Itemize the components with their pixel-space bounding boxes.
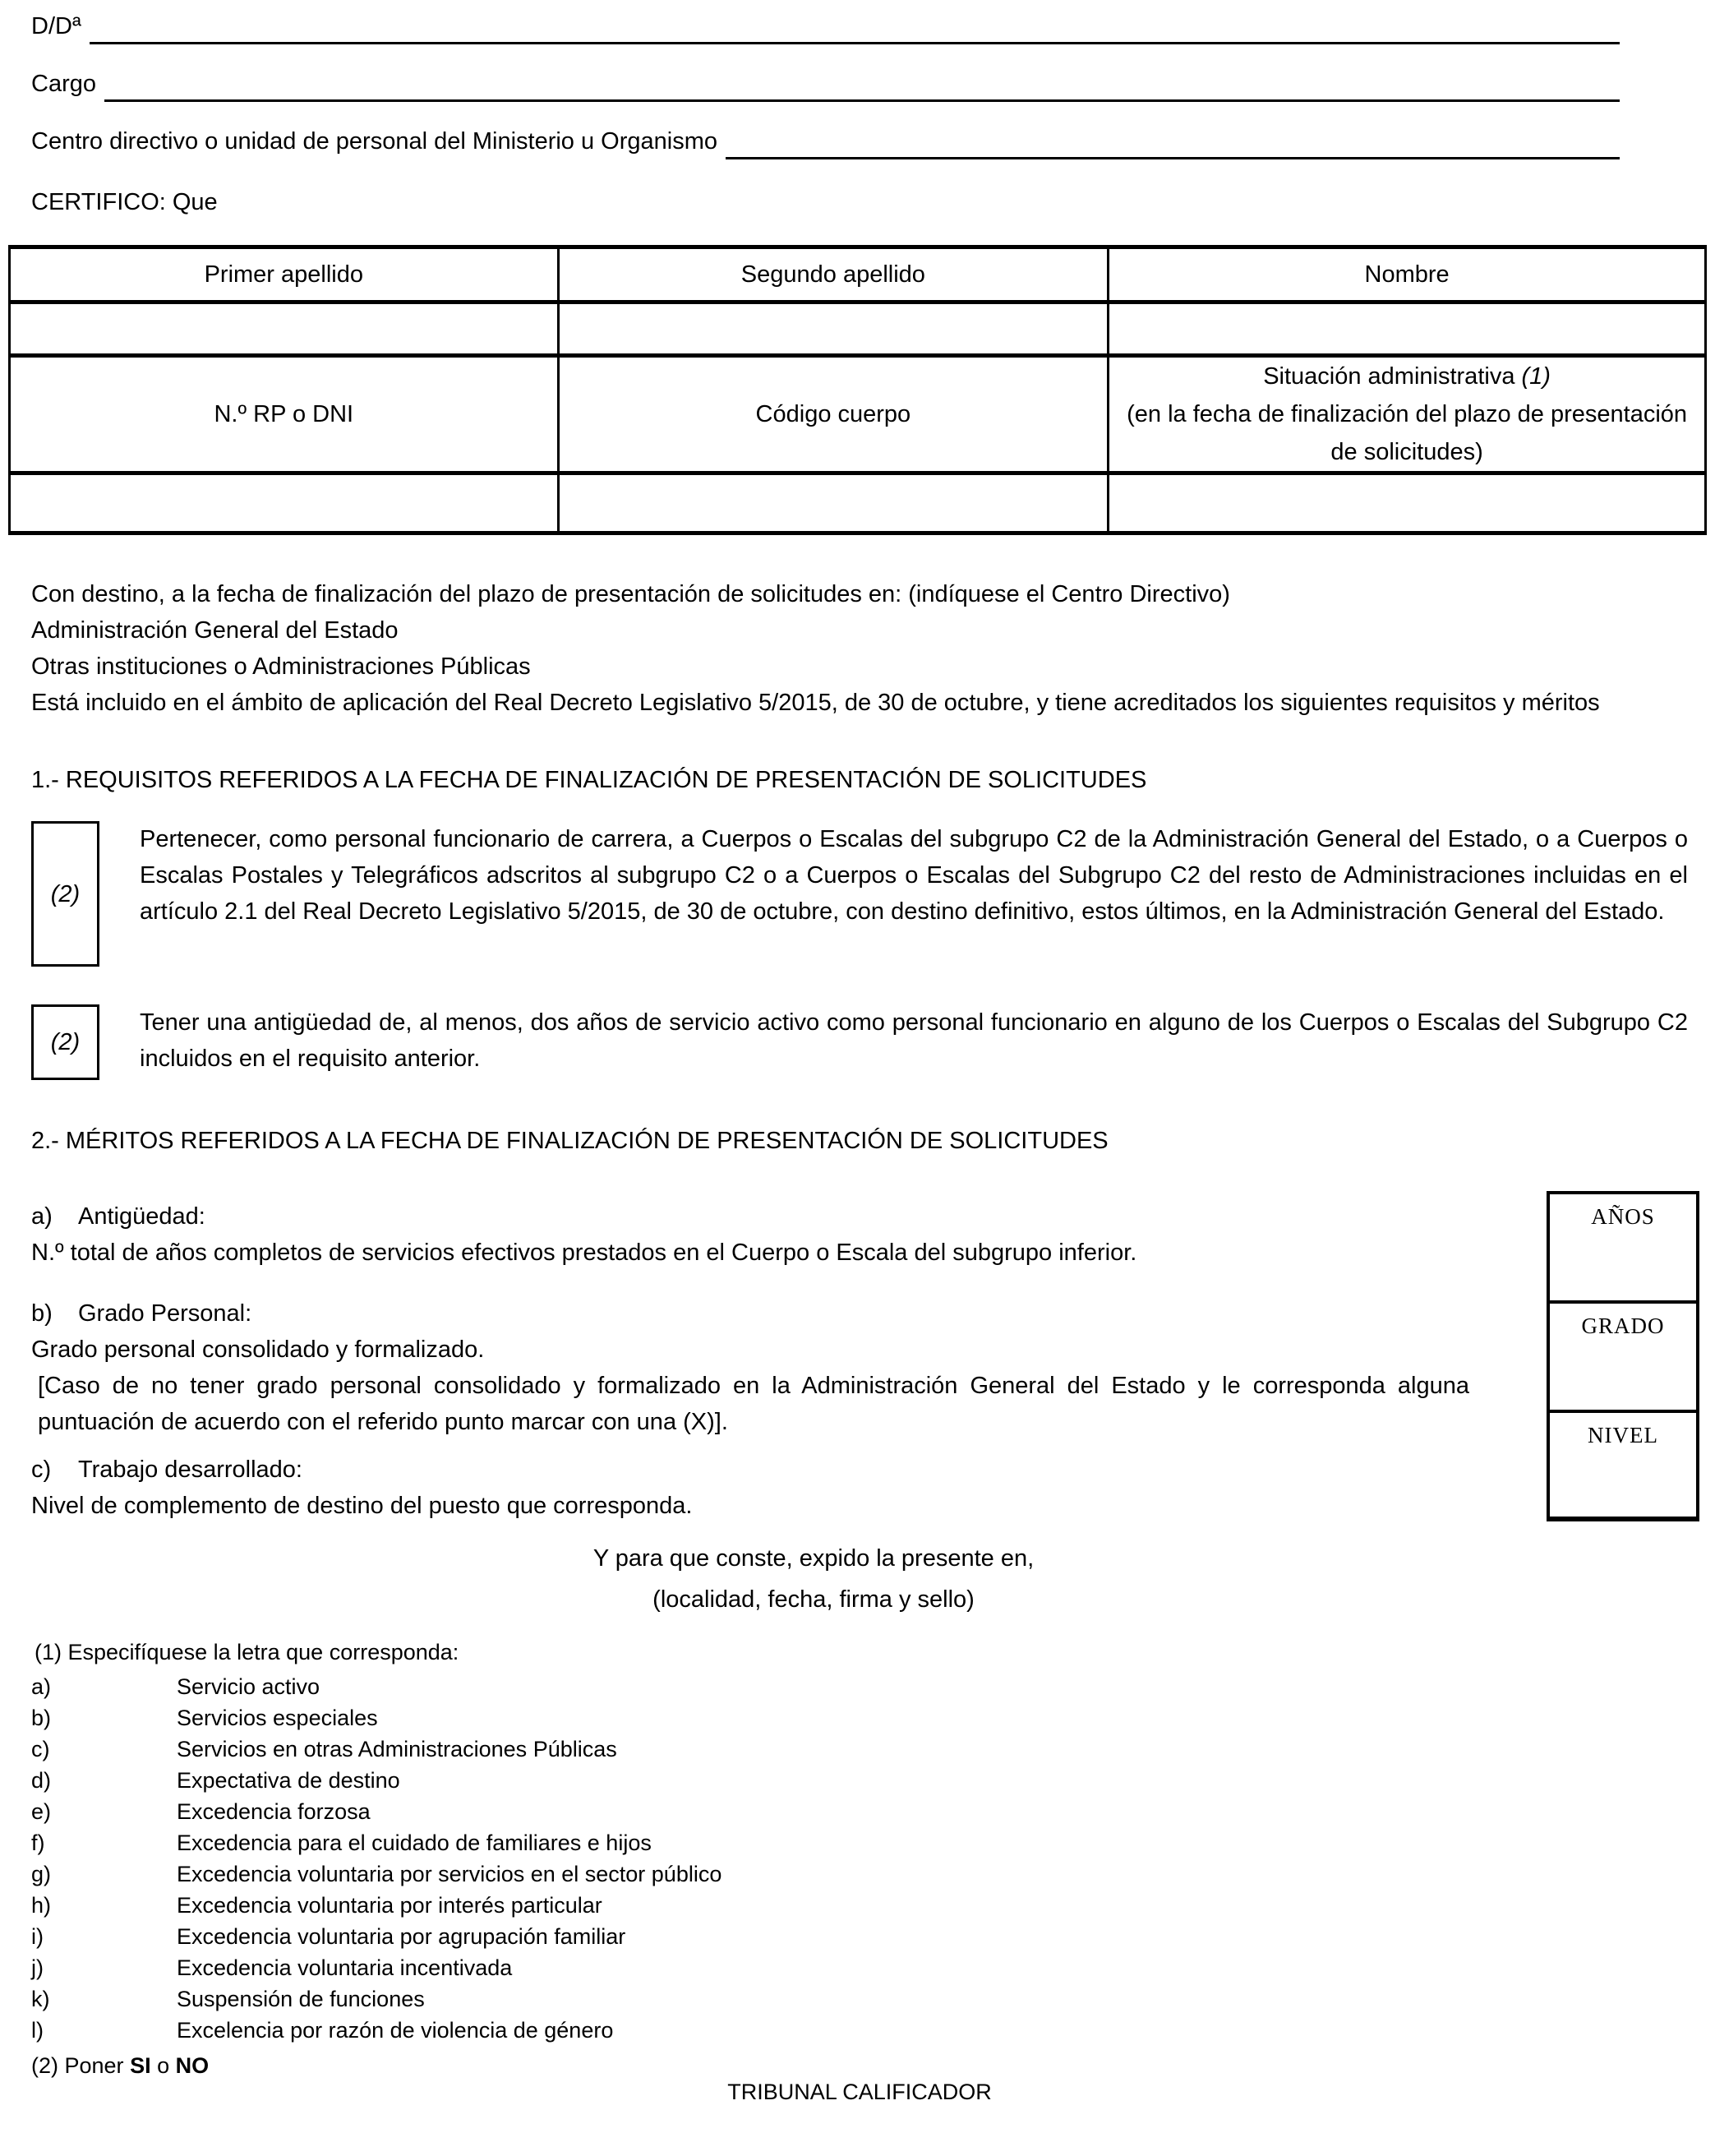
nombre-input-cell[interactable]: [1109, 302, 1706, 356]
footnote-option-i: [31, 1923, 1688, 1951]
merit-a-letter: a): [31, 1203, 53, 1230]
option-d-text: Expectativa de destino: [177, 1768, 400, 1793]
dda-label: D/Dª: [31, 13, 81, 39]
footnote2-prefix: (2) Poner: [31, 2053, 131, 2078]
option-e-text: Excedencia forzosa: [177, 1799, 371, 1824]
situacion-input-cell[interactable]: [1109, 473, 1706, 533]
footnote-option-a: [31, 1674, 1688, 1701]
nombre-header: Nombre: [1109, 247, 1706, 302]
footnote-option-f: [31, 1830, 1688, 1857]
primer-apellido-header: Primer apellido: [10, 247, 559, 302]
situacion-line2: (en la fecha de finalización del plazo de presentación de solicitudes): [1127, 401, 1688, 465]
field-row-cargo: [31, 66, 1688, 102]
requisito1-text: Pertenecer, como personal funcionario de carrera, a Cuerpos o Escalas del subgrupo C2 de la Administración General del Estado, o a Cuerpos o Escalas Postales y Telegráficos adscritos al subgrupo C2 o a Cuerpos o Escalas del Subgrupo C2 del resto de Administraciones incluidas en el artículo 2.1 del Real Decreto Legislativo 5/2015, de 30 de octubre, con destino definitivo, estos últimos, en la Administración General del Estado.: [140, 826, 1688, 925]
tribunal-calificador-footer: TRIBUNAL CALIFICADOR: [727, 2080, 992, 2104]
option-h-text: Excedencia voluntaria por interés particular: [177, 1893, 602, 1918]
option-i-letter: i): [31, 1924, 44, 1949]
nivel-label: NIVEL: [1588, 1423, 1658, 1447]
codigo-cuerpo-input-cell[interactable]: [558, 473, 1109, 533]
requisito1-si-no-box[interactable]: [31, 821, 99, 967]
option-j-letter: j): [31, 1955, 44, 1980]
footnote2-mid: o: [150, 2053, 176, 2078]
applicant-table: [8, 245, 1707, 535]
centro-directivo-input-line[interactable]: [726, 126, 1620, 159]
option-h-letter: h): [31, 1893, 52, 1918]
merit-a-heading: [31, 1198, 1469, 1235]
merit-b-body: Grado personal consolidado y formalizado.: [31, 1337, 485, 1363]
footnote-option-b: [31, 1705, 1688, 1732]
merit-c-body: Nivel de complemento de destino del puesto que corresponda.: [31, 1493, 693, 1519]
closing-line2: (localidad, fecha, firma y sello): [652, 1586, 975, 1613]
anos-cell[interactable]: [1550, 1194, 1696, 1304]
destino-line4: Está incluido en el ámbito de aplicación del Real Decreto Legislativo 5/2015, de 30 de octubre, y tiene acreditados los siguientes requisitos y méritos: [31, 690, 1600, 716]
footnote2: [31, 2051, 1688, 2080]
footnote-option-k: [31, 1986, 1688, 2013]
option-f-letter: f): [31, 1831, 45, 1855]
merit-b-letter: b): [31, 1300, 53, 1327]
merit-b-title: Grado Personal:: [78, 1300, 252, 1327]
destino-line2: Administración General del Estado: [31, 617, 399, 644]
merit-c-letter: c): [31, 1457, 52, 1483]
section2-title: 2.- MÉRITOS REFERIDOS A LA FECHA DE FINALIZACIÓN DE PRESENTACIÓN DE SOLICITUDES: [31, 1128, 1109, 1154]
option-a-letter: a): [31, 1674, 52, 1699]
footnote-option-l: [31, 2017, 1688, 2044]
closing-line1: Y para que conste, expido la presente en,: [592, 1545, 1035, 1572]
option-f-text: Excedencia para el cuidado de familiares e hijos: [177, 1831, 652, 1855]
requisito-row-1: [31, 821, 1688, 967]
option-j-text: Excedencia voluntaria incentivada: [177, 1955, 513, 1980]
merit-a-title: Antigüedad:: [78, 1203, 205, 1230]
footnote2-no: NO: [175, 2053, 210, 2078]
destino-line1: Con destino, a la fecha de finalización del plazo de presentación de solicitudes en: (indíquese el Centro Directivo): [31, 581, 1230, 607]
merit-a-body: N.º total de años completos de servicios efectivos prestados en el Cuerpo o Escala del subgrupo inferior.: [31, 1240, 1137, 1266]
option-a-text: Servicio activo: [177, 1674, 320, 1699]
option-e-letter: e): [31, 1799, 52, 1824]
merit-c-title: Trabajo desarrollado:: [78, 1457, 302, 1483]
option-l-letter: l): [31, 2018, 44, 2043]
footnote1-title: (1) Especifíquese la letra que corresponda:: [35, 1640, 459, 1664]
footnotes-block: [31, 1637, 1688, 2080]
destino-block: [31, 576, 1688, 721]
option-l-text: Excelencia por razón de violencia de género: [177, 2018, 614, 2043]
merit-c-heading: [31, 1452, 1469, 1488]
primer-apellido-input-cell[interactable]: [10, 302, 559, 356]
section1-title: 1.- REQUISITOS REFERIDOS A LA FECHA DE FINALIZACIÓN DE PRESENTACIÓN DE SOLICITUDES: [31, 767, 1147, 793]
footnote-option-g: [31, 1861, 1688, 1888]
merits-area: [31, 1198, 1688, 1618]
option-g-letter: g): [31, 1862, 52, 1886]
footnote-option-e: [31, 1798, 1688, 1826]
anos-label: AÑOS: [1591, 1204, 1655, 1229]
nrp-dni-input-cell[interactable]: [10, 473, 559, 533]
nivel-cell[interactable]: [1550, 1413, 1696, 1517]
grado-cell[interactable]: [1550, 1304, 1696, 1413]
segundo-apellido-header: Segundo apellido: [558, 247, 1109, 302]
footnote-option-c: [31, 1736, 1688, 1763]
requisito-row-2: [31, 1004, 1688, 1080]
merits-column: [31, 1198, 1469, 1524]
field-row-dda: [31, 8, 1688, 44]
cargo-input-line[interactable]: [104, 68, 1620, 102]
situacion-ref: (1): [1521, 363, 1551, 390]
option-k-letter: k): [31, 1987, 50, 2011]
footnote-option-j: [31, 1955, 1688, 1982]
segundo-apellido-input-cell[interactable]: [558, 302, 1109, 356]
footnote-option-d: [31, 1767, 1688, 1794]
footnote2-si: SI: [130, 2053, 151, 2078]
requisito1-ref: (2): [50, 880, 81, 907]
option-k-text: Suspensión de funciones: [177, 1987, 425, 2011]
score-box: [1547, 1191, 1699, 1521]
requisito2-text: Tener una antigüedad de, al menos, dos años de servicio activo como personal funcionario en alguno de los Cuerpos o Escalas del Subgrupo C2 incluidos en el requisito anterior.: [140, 1009, 1688, 1072]
dda-input-line[interactable]: [90, 11, 1620, 44]
option-c-letter: c): [31, 1737, 50, 1761]
nrp-dni-header: N.º RP o DNI: [10, 356, 559, 473]
situacion-line1: Situación administrativa: [1263, 363, 1522, 390]
merit-b-heading: [31, 1295, 1469, 1332]
cargo-label: Cargo: [31, 71, 96, 97]
grado-label: GRADO: [1581, 1313, 1665, 1338]
option-i-text: Excedencia voluntaria por agrupación familiar: [177, 1924, 626, 1949]
footnote-option-h: [31, 1892, 1688, 1919]
option-b-text: Servicios especiales: [177, 1706, 378, 1730]
requisito2-ref: (2): [50, 1029, 81, 1055]
merit-b-body2: [Caso de no tener grado personal consolidado y formalizado en la Administración General del Estado y le corresponda alguna puntuación de acuerdo con el referido punto marcar con una (X)].: [38, 1373, 1469, 1435]
situacion-administrativa-header: [1109, 356, 1706, 473]
option-c-text: Servicios en otras Administraciones Públicas: [177, 1737, 617, 1761]
centro-directivo-label: Centro directivo o unidad de personal del Ministerio u Organismo: [31, 128, 717, 155]
option-d-letter: d): [31, 1768, 52, 1793]
option-b-letter: b): [31, 1706, 52, 1730]
certifico-heading: CERTIFICO: Que: [31, 189, 218, 215]
field-row-centro-directivo: [31, 123, 1688, 159]
destino-line3: Otras instituciones o Administraciones Públicas: [31, 653, 531, 680]
option-g-text: Excedencia voluntaria por servicios en el sector público: [177, 1862, 722, 1886]
requisito2-si-no-box[interactable]: [31, 1004, 99, 1080]
codigo-cuerpo-header: Código cuerpo: [558, 356, 1109, 473]
